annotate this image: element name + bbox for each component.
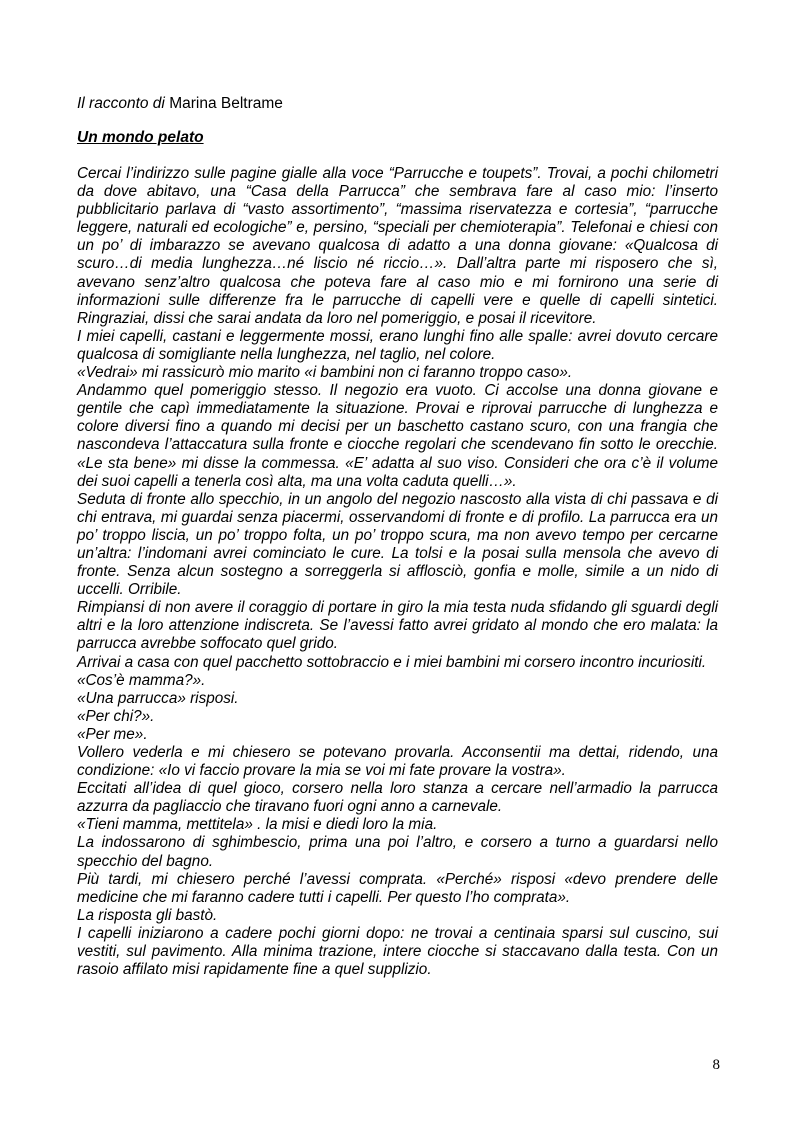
byline-author: Marina Beltrame [169, 95, 283, 112]
paragraph: «Vedrai» mi rassicurò mio marito «i bambini non ci faranno troppo caso». [77, 364, 573, 382]
paragraph: «Una parrucca» risposi. [77, 689, 239, 707]
paragraph: La risposta gli bastò. [77, 906, 218, 924]
paragraph: «Per chi?». [77, 707, 155, 725]
paragraph: Cercai l’indirizzo sulle pagine gialle alla voce “Parrucche e toupets”. Trovai, a pochi chilometri da dove abitavo, una “Casa della Parrucca” che sembrava fare al caso mio: l’inserto pubblicitario parlava di “vasto assortimento”, “massima riservatezza e cortesia”, “parrucche leggere, naturali ed ecologiche” e, persino, “speciali per chemioterapia”. Telefonai e chiesi con un po’ di imbarazzo se avevano qualcosa di adatto a una donna giovane: «Qualcosa di scuro…di media lunghezza…né liscio né riccio…». Dall’altra parte mi risposero che sì, avevano senz’altro qualcosa che poteva fare al caso mio e mi fornirono una serie di informazioni sulle differenze fra le parrucche di capelli vere e quelle di capelli sintetici. Ringraziai, dissi che sarai andata da loro nel pomeriggio, e posai il ricevitore. [77, 165, 718, 327]
paragraph: I capelli iniziarono a cadere pochi giorni dopo: ne trovai a centinaia sparsi sul cuscino, sui vestiti, sul pavimento. Alla minima trazione, intere ciocche si staccavano dalla testa. Con un rasoio affilato misi rapidamente fine a quel supplizio. [77, 924, 718, 979]
paragraph: «Cos’è mamma?». [77, 671, 206, 689]
byline [77, 94, 718, 113]
paragraph: Vollero vederla e mi chiesero se potevano provarla. Acconsentii ma dettai, ridendo, una condizione: «Io vi faccio provare la mia se voi mi fate provare la vostra». [77, 744, 718, 780]
paragraph: Andammo quel pomeriggio stesso. Il negozio era vuoto. Ci accolse una donna giovane e gentile che capì immediatamente la situazione. Provai e riprovai parrucche di lunghezza e colore diversi fino a quando mi decisi per un baschetto castano scuro, con una frangia che nascondeva l’attaccatura sulla fronte e ciocche regolari che scendevano fin sotto le orecchie. «Le sta bene» mi disse la commessa. «E’ adatta al suo viso. Consideri che ora c’è il volume dei suoi capelli a tenerla così alta, ma una volta caduta quelli…». [77, 382, 718, 490]
paragraph: Eccitati all’idea di quel gioco, corsero nella loro stanza a cercare nell’armadio la parrucca azzurra da pagliaccio che tiravano fuori ogni anno a carnevale. [77, 780, 718, 816]
paragraph: «Tieni mamma, mettitela» . la misi e diedi loro la mia. [77, 816, 438, 834]
paragraph: Rimpiansi di non avere il coraggio di portare in giro la mia testa nuda sfidando gli sguardi degli altri e la loro attenzione indiscreta. Se l’avessi fatto avrei gridato al mondo che ero malata: la parrucca avrebbe soffocato quel grido. [77, 599, 718, 653]
byline-prefix: Il racconto di [77, 95, 165, 112]
paragraph: I miei capelli, castani e leggermente mossi, erano lunghi fino alle spalle: avrei dovuto cercare qualcosa di somigliante nella lunghezza, nel taglio, nel colore. [77, 327, 718, 363]
paragraph: «Per me». [77, 725, 148, 743]
story-title: Un mondo pelato [77, 129, 204, 146]
paragraph: Arrivai a casa con quel pacchetto sottobraccio e i miei bambini mi corsero incontro incuriositi. [77, 653, 707, 671]
paragraph: Seduta di fronte allo specchio, in un angolo del negozio nascosto alla vista di chi passava e di chi entrava, mi guardai senza piacermi, osservandomi di fronte e di profilo. La parrucca era un po’ troppo liscia, un po’ troppo folta, un po’ troppo scura, ma non avevo tempo per cercarne un’altra: l’indomani avrei cominciato le cure. La tolsi e la posai sulla mensola che avevo di fronte. Senza alcun sostegno a sorreggerla si afflosciò, gonfia e molle, simile a un nido di uccelli. Orribile. [77, 490, 718, 599]
paragraph: La indossarono di sghimbescio, prima una poi l’altro, e corsero a turno a guardarsi nello specchio del bagno. [77, 834, 718, 870]
page-number: 8 [712, 1057, 720, 1073]
page-content [77, 94, 718, 979]
paragraph: Più tardi, mi chiesero perché l’avessi comprata. «Perché» risposi «devo prendere delle medicine che mi faranno cadere tutti i capelli. Per questo l’ho comprata». [77, 870, 718, 906]
story-body [77, 165, 718, 979]
